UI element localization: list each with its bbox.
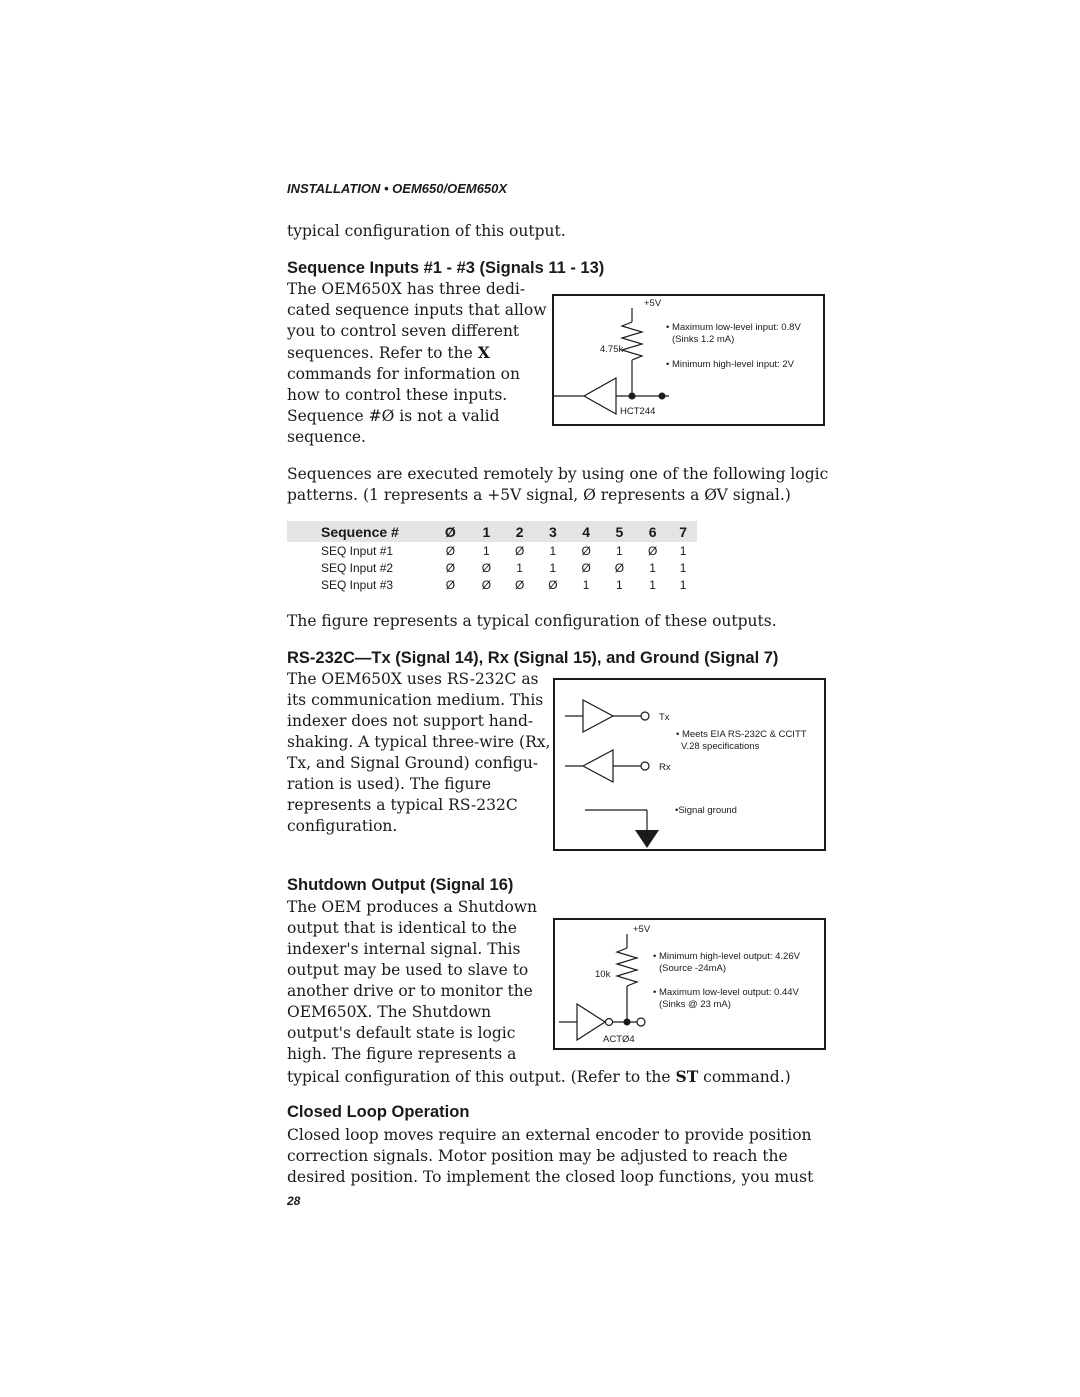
table-cell: Ø [481, 577, 492, 592]
rx-receiver-symbol [583, 750, 613, 782]
chip-label: ACTØ4 [603, 1034, 635, 1045]
table-header-row [287, 521, 697, 542]
table-cell: 1 [616, 543, 623, 558]
ground-symbol [635, 830, 659, 848]
table-cell: 1 [516, 560, 523, 575]
table-cell: Ø [647, 543, 658, 558]
text-line: OEM650X. The Shutdown [287, 1003, 492, 1021]
inverter-bubble [606, 1019, 613, 1026]
resistor-symbol [622, 322, 642, 360]
table-cell: 1 [679, 543, 687, 558]
table-cell: SEQ Input #1 [321, 543, 394, 558]
closed-loop-heading: Closed Loop Operation [287, 1103, 470, 1121]
table-cell: 1 [549, 560, 557, 575]
text-line: shaking. A typical three-wire (Rx, [287, 733, 551, 751]
text-line: Closed loop moves require an external encoder to provide position [287, 1126, 812, 1144]
rx-label: Rx [659, 762, 671, 773]
text-line: cated sequence inputs that allow [287, 301, 547, 319]
text-fragment: command.) [698, 1068, 791, 1086]
table-cell: Ø [514, 577, 525, 592]
shutdown-circuit-figure [553, 918, 826, 1050]
text-line: high. The figure represents a [287, 1045, 517, 1063]
table-cell: 1 [679, 577, 687, 592]
text-line: correction signals. Motor position may be adjusted to reach the [287, 1147, 788, 1165]
table-cell: 1 [679, 560, 687, 575]
text-line: represents a typical RS-232C [287, 796, 518, 814]
text-line: Sequences are executed remotely by using one of the following logic [287, 465, 829, 483]
spec-note: • Meets EIA RS-232C & CCITT [676, 729, 807, 740]
column-header: Sequence # [287, 521, 431, 542]
node-dot [624, 1019, 631, 1026]
text-line: output's default state is logic [287, 1024, 516, 1042]
sequence-inputs-heading: Sequence Inputs #1 - #3 (Signals 11 - 13) [287, 259, 605, 277]
rx-terminal [641, 762, 649, 770]
text-line: The OEM650X uses RS-232C as [287, 670, 539, 688]
table-cell: Ø [514, 543, 525, 558]
spec-note: • Minimum high-level input: 2V [666, 359, 794, 370]
text-line: ration is used). The figure [287, 775, 492, 793]
sequence-inputs-text [287, 279, 552, 448]
column-header: 7 [669, 521, 697, 542]
column-header: 2 [503, 521, 536, 542]
text-line: sequence. [287, 428, 366, 446]
rs232-heading: RS-232C—Tx (Signal 14), Rx (Signal 15), and Ground (Signal 7) [287, 649, 779, 667]
text-line: desired position. To implement the closed loop functions, you must [287, 1168, 814, 1186]
table-cell: Ø [614, 560, 625, 575]
spec-note: (Sinks 1.2 mA) [672, 334, 735, 345]
text-line: its communication medium. This [287, 691, 544, 709]
tx-terminal [641, 712, 649, 720]
logic-patterns-paragraph [287, 464, 828, 506]
text-line: indexer's internal signal. This [287, 940, 521, 958]
table-cell: Ø [581, 560, 591, 575]
table-cell: Ø [548, 577, 558, 592]
node-dot [659, 393, 666, 400]
table-cell: 1 [616, 577, 623, 592]
table-cell: Ø [481, 560, 492, 575]
running-header: INSTALLATION • OEM650/OEM650X [287, 181, 508, 196]
table-cell: 1 [483, 543, 490, 558]
table-cell: 1 [649, 577, 656, 592]
table-row [287, 542, 697, 559]
text-line: you to control seven different [287, 322, 520, 340]
page-number: 28 [287, 1194, 301, 1208]
text-line: another drive or to monitor the [287, 982, 533, 1000]
intro-line: typical configuration of this output. [287, 222, 566, 240]
table-cell: Ø [581, 543, 591, 558]
tx-driver-symbol [583, 700, 613, 732]
text-line: output that is identical to the [287, 919, 517, 937]
table-cell: Ø [445, 543, 456, 558]
spec-note: (Sinks @ 23 mA) [659, 999, 731, 1010]
spec-note: • Maximum low-level output: 0.44V [653, 987, 799, 998]
rs232-circuit-figure [553, 678, 826, 851]
table-cell: 1 [582, 577, 590, 592]
table-row [287, 559, 697, 576]
closed-loop-text [287, 1125, 813, 1188]
text-line: commands for information on [287, 365, 520, 383]
spec-note: (Source -24mA) [659, 963, 727, 974]
column-header: 5 [603, 521, 636, 542]
table-cell: 1 [549, 543, 557, 558]
spec-note: V.28 specifications [681, 741, 760, 752]
column-header: 1 [470, 521, 503, 542]
table-cell: SEQ Input #2 [321, 560, 394, 575]
command-name: ST [675, 1067, 699, 1086]
table-cell: Ø [445, 560, 456, 575]
chip-label: HCT244 [620, 406, 656, 417]
circuit-diagram [555, 920, 828, 1052]
shutdown-text [287, 897, 552, 1065]
resistor-label: 4.75k [600, 344, 624, 355]
text-line-content: sequences. Refer to the X [287, 343, 490, 362]
text-line: configuration. [287, 817, 398, 835]
resistor-symbol [617, 948, 637, 986]
column-header: Ø [431, 521, 470, 542]
buffer-symbol [584, 378, 616, 414]
spec-note: • Minimum high-level output: 4.26V [653, 951, 800, 962]
text-fragment: typical configuration of this output. (Refer to the [287, 1068, 676, 1086]
sequence-input-circuit-figure [552, 294, 825, 426]
output-terminal [637, 1018, 645, 1026]
text-line: indexer does not support hand- [287, 712, 534, 730]
column-header: 3 [536, 521, 569, 542]
circuit-diagram [555, 680, 828, 853]
node-dot [629, 393, 636, 400]
table-cell: Ø [445, 577, 456, 592]
text-line: The OEM650X has three dedi- [287, 280, 526, 298]
rs232-text [287, 669, 552, 837]
text-line: output may be used to slave to [287, 961, 529, 979]
supply-label: +5V [633, 924, 651, 935]
column-header: 4 [570, 521, 603, 542]
table-cell: 1 [649, 560, 656, 575]
spec-note: • Maximum low-level input: 0.8V [666, 322, 801, 333]
text-line: patterns. (1 represents a +5V signal, Ø represents a ØV signal.) [287, 486, 791, 504]
supply-label: +5V [644, 298, 662, 309]
sequence-table [287, 521, 697, 593]
table-cell: SEQ Input #3 [321, 577, 394, 592]
figure-caption-line: The figure represents a typical configuration of these outputs. [287, 612, 777, 630]
text-line: Tx, and Signal Ground) configu- [287, 754, 539, 772]
text-line: The OEM produces a Shutdown [287, 898, 538, 916]
shutdown-heading: Shutdown Output (Signal 16) [287, 876, 514, 894]
table-row [287, 576, 697, 593]
tx-label: Tx [659, 712, 670, 723]
resistor-label: 10k [595, 969, 611, 980]
shutdown-last-line [287, 1066, 791, 1088]
text-line [287, 342, 552, 364]
ground-note: •Signal ground [675, 805, 737, 816]
text-line: how to control these inputs. [287, 386, 508, 404]
text-line: Sequence #Ø is not a valid [287, 407, 500, 425]
inverter-symbol [577, 1004, 605, 1040]
column-header: 6 [636, 521, 669, 542]
